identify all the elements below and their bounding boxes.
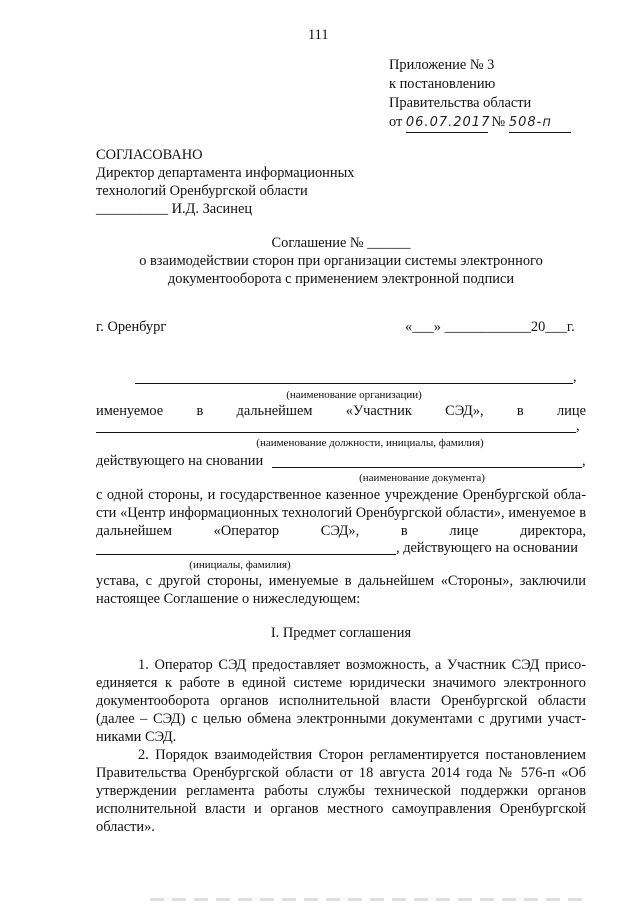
- named-word: в: [196, 403, 204, 419]
- handwritten-date: 06.07.2017: [406, 114, 488, 133]
- p1-line: единяется к работе в единой системе юридически значимого электронного: [96, 675, 586, 691]
- acting-on-label: действующего на сновании: [96, 453, 264, 469]
- p2-line: области».: [96, 819, 155, 835]
- document-hint: (наименование документа): [359, 472, 485, 484]
- agreement-subtitle-2: документооборота с применением электронной подписи: [167, 271, 515, 287]
- position-comma: ,: [576, 418, 580, 434]
- named-word: в: [516, 403, 524, 419]
- named-word: дальнейшем: [236, 403, 313, 419]
- document-comma: ,: [582, 453, 586, 469]
- attachment-number-sign: №: [491, 114, 506, 130]
- one-side-line-2: сти «Центр информационных технологий Оренбургской области», именуемое в: [96, 505, 586, 521]
- attachment-line-3: Правительства области: [389, 95, 532, 111]
- operator-word: дальнейшем: [96, 523, 172, 539]
- document-blank-line: [272, 467, 582, 468]
- p1-line: документооборота органов исполнительной власти Оренбургской области: [96, 693, 586, 709]
- named-word: лице: [556, 403, 586, 419]
- charter-line-1: устава, с другой стороны, именуемые в дальнейшем «Стороны», заключили: [96, 573, 586, 589]
- operator-line: [96, 522, 586, 540]
- signer-name: И.Д. Засинец: [171, 201, 253, 217]
- operator-word: «Оператор: [213, 523, 280, 539]
- p2-line: утверждении регламента работы службы технической поддержки органов: [96, 783, 586, 799]
- attachment-date-line: [389, 113, 571, 133]
- p1-line: (далее – СЭД) с целью обмена электронными документами с другими участ-: [96, 711, 586, 727]
- charter-line-2: настоящее Соглашение о нижеследующем:: [96, 591, 361, 607]
- agreement-title: Соглашение № ______: [271, 235, 411, 251]
- p1-line: никами СЭД.: [96, 729, 177, 745]
- operator-word: СЭД»,: [320, 523, 360, 539]
- signature-blank: __________: [96, 201, 168, 217]
- attachment-line-1: Приложение № 3: [389, 57, 495, 73]
- approval-line-1: Директор департамента информационных: [96, 165, 355, 181]
- position-blank-line: [96, 432, 576, 433]
- p2-line: 2. Порядок взаимодействия Сторон регламентируется постановлением: [138, 747, 586, 763]
- scan-bleed-line: [150, 898, 590, 901]
- page-number: 111: [308, 27, 329, 43]
- operator-word: в: [400, 523, 408, 539]
- named-line: [96, 402, 586, 420]
- agreement-subtitle-1: о взаимодействии сторон при организации системы электронного: [139, 253, 543, 269]
- handwritten-number: 508-п: [509, 114, 571, 133]
- operator-word: лице: [449, 523, 479, 539]
- p1-line: 1. Оператор СЭД предоставляет возможность, а Участник СЭД присо-: [138, 657, 586, 673]
- organization-blank-line: [135, 383, 573, 384]
- acting-on-basis: , действующего на основании: [396, 540, 578, 556]
- attachment-from-prefix: от: [389, 114, 403, 130]
- director-blank-line: [96, 554, 396, 555]
- named-word: «Участник: [345, 403, 412, 419]
- approval-line-2: технологий Оренбургской области: [96, 183, 308, 199]
- organization-comma: ,: [573, 369, 577, 385]
- operator-word: директора,: [520, 523, 586, 539]
- approval-signature-line: [96, 200, 252, 218]
- section-heading: I. Предмет соглашения: [270, 625, 412, 641]
- approval-title: СОГЛАСОВАНО: [96, 147, 203, 163]
- one-side-line-1: с одной стороны, и государственное казенное учреждение Оренбургской обла-: [96, 487, 586, 503]
- named-word: именуемое: [96, 403, 164, 419]
- initials-hint: (инициалы, фамилия): [189, 559, 291, 571]
- p2-line: исполнительной власти и органов местного самоуправления Оренбургской: [96, 801, 586, 817]
- agreement-date: «___» ____________20___г.: [405, 319, 575, 335]
- named-word: СЭД»,: [445, 403, 484, 419]
- organization-hint: (наименование организации): [286, 389, 422, 401]
- city: г. Оренбург: [96, 319, 167, 335]
- p2-line: Правительства Оренбургской области от 18 августа 2014 года № 576-п «Об: [96, 765, 586, 781]
- position-hint: (наименование должности, инициалы, фамилия): [256, 437, 484, 449]
- attachment-line-2: к постановлению: [389, 76, 496, 92]
